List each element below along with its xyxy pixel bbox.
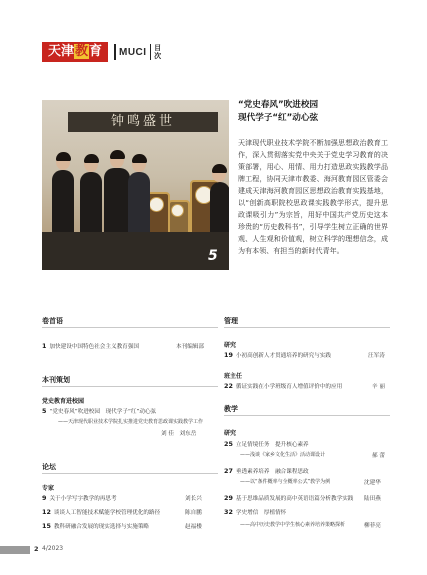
toc-title: 基于思维品质发展的高中英语语篇分析教学实践 [235, 496, 354, 502]
muci-label: MUCI [119, 46, 147, 58]
logo-text-c: 育 [89, 44, 103, 59]
page-num: 27 [224, 467, 233, 475]
feature-title-line2: 现代学子“红”动心弦 [238, 113, 319, 123]
clock-dial [149, 197, 164, 212]
page-num: 25 [224, 440, 233, 448]
toc-subtitle: ——高中历史教学中学生核心素养培养策略探析 [240, 522, 346, 528]
toc-author: 刘 佳 刘东岳 [161, 431, 197, 437]
photo-banner: 钟鸣盛世 [68, 112, 218, 132]
divider [224, 415, 390, 416]
feature-title-line1: “党史春风”吹进校园 [238, 100, 319, 110]
toc-title: 小初高创新人才贯通培养的研究与实践 [235, 353, 332, 359]
person-hair [110, 150, 125, 159]
toc-item-5[interactable] [42, 407, 156, 415]
clock-dial [171, 204, 184, 217]
toc-title: 谈谈人工智能技术赋能学校管理优化的路径 [53, 510, 161, 516]
toc-subtitle: ——天津现代职业技术学院扎实推进党史教育思政课实践教学工作 [58, 419, 204, 425]
divider [42, 327, 218, 328]
section-heading-guanli: 管理 [224, 317, 238, 325]
page-number: 2 [34, 545, 39, 553]
divider [224, 327, 390, 328]
feature-title [238, 99, 388, 125]
cover-photo [42, 100, 229, 270]
page-num: 12 [42, 508, 51, 516]
subsection-heading: 研究 [224, 430, 237, 437]
person-hair [132, 154, 147, 163]
toc-author: 汪军涛 [368, 353, 385, 359]
person-hair [212, 164, 227, 173]
toc-author: 郝 蕾 [372, 453, 385, 459]
divider [42, 386, 218, 387]
contents-label [114, 42, 162, 62]
magazine-logo [42, 42, 108, 62]
toc-title: “党史春风”吹进校园 现代学子“红”动心弦 [49, 409, 157, 415]
subsection-heading: 专家 [42, 485, 55, 492]
toc-item-32[interactable] [224, 508, 286, 516]
issue-number: 4/2023 [42, 545, 64, 552]
toc-item-19[interactable] [224, 351, 331, 359]
section-heading-luntan: 论坛 [42, 463, 56, 471]
feature-intro: 天津现代职业技术学院不断加强思想政治教育工作，深入贯彻落实党中央关于党史学习教育的决策部署，用心、用情、用力打造思政实践教学品牌工程，协同天津市教委、海河教育园区管委会建成天津海河教育园区思想政治教育实践基地，以“创新高职院校思政课实践教学形式，提升思政课吸引力”为宗旨，用好中国共产党历史这本珍贵的“历史教科书”，引导学生树立正确的世界观、人生观和价值观，树立科学的理想信念，成为有本领、有担当的新时代青年。 [238, 138, 388, 255]
toc-author: 刘长兴 [185, 496, 202, 502]
toc-subtitle: ——浅谈《家乡文化生活》活动课设计 [240, 452, 326, 458]
toc-item-1[interactable] [42, 342, 139, 350]
person [80, 172, 102, 240]
toc-author: 柳菲亮 [364, 523, 381, 529]
photo-page-number: 5 [208, 248, 218, 264]
page-num: 29 [224, 494, 233, 502]
toc-title: 垂透素养培养 融合课程思政 [235, 469, 309, 475]
toc-item-9[interactable] [42, 494, 117, 502]
subsection-heading: 党史教育进校园 [42, 398, 85, 405]
toc-author: 本刊编辑部 [176, 344, 204, 350]
mulu-char-2: 次 [154, 52, 162, 60]
footer-bar [0, 546, 30, 554]
subsection-heading: 班主任 [224, 373, 243, 380]
person-hair [56, 152, 71, 161]
toc-item-25[interactable] [224, 440, 309, 448]
mulu-char-1: 目 [154, 44, 162, 52]
toc-item-27[interactable] [224, 467, 309, 475]
page-num: 32 [224, 508, 233, 516]
toc-title: 循证实践在小学班级育人增值评价中的应用 [235, 384, 343, 390]
divider [114, 44, 116, 60]
toc-title: 教科研融合发展的现实选择与实施策略 [53, 524, 150, 530]
mulu-label [154, 44, 162, 60]
logo-text-a: 天津 [47, 44, 74, 59]
toc-author: 辛 丽 [372, 384, 385, 390]
divider [150, 44, 151, 60]
page-num: 22 [224, 382, 233, 390]
page-num: 9 [42, 494, 47, 502]
toc-title: 关于小学写字教学的再思考 [49, 496, 117, 502]
page-num: 15 [42, 522, 51, 530]
page-num: 5 [42, 407, 47, 415]
page-num: 1 [42, 342, 47, 350]
divider [42, 473, 218, 474]
display-counter [42, 232, 229, 270]
toc-item-15[interactable] [42, 522, 149, 530]
toc-author: 陆田燕 [364, 496, 381, 502]
section-heading-jiaoxue: 教学 [224, 405, 238, 413]
toc-subtitle: ——以“条件概率与全概率公式”教学为例 [240, 479, 331, 485]
toc-author: 沈建华 [364, 480, 381, 486]
logo-text-b: 教 [74, 44, 88, 59]
toc-title: 学史增信 厚植情怀 [235, 510, 287, 516]
toc-author: 赵福楼 [185, 524, 202, 530]
subsection-heading: 研究 [224, 342, 237, 349]
person [52, 170, 74, 240]
section-heading-cehua: 本刊策划 [42, 376, 70, 384]
person-hair [84, 154, 99, 163]
toc-item-12[interactable] [42, 508, 160, 516]
toc-title: 加快建设中国特色社会主义教育强国 [49, 344, 139, 350]
page-num: 19 [224, 351, 233, 359]
toc-title: 立足情境任务 提升核心素养 [235, 442, 309, 448]
toc-author: 陈自鹏 [185, 510, 202, 516]
section-heading-juanshouyu: 卷首语 [42, 317, 63, 325]
person [128, 172, 150, 240]
person [104, 168, 130, 240]
toc-item-29[interactable] [224, 494, 353, 502]
toc-item-22[interactable] [224, 382, 342, 390]
